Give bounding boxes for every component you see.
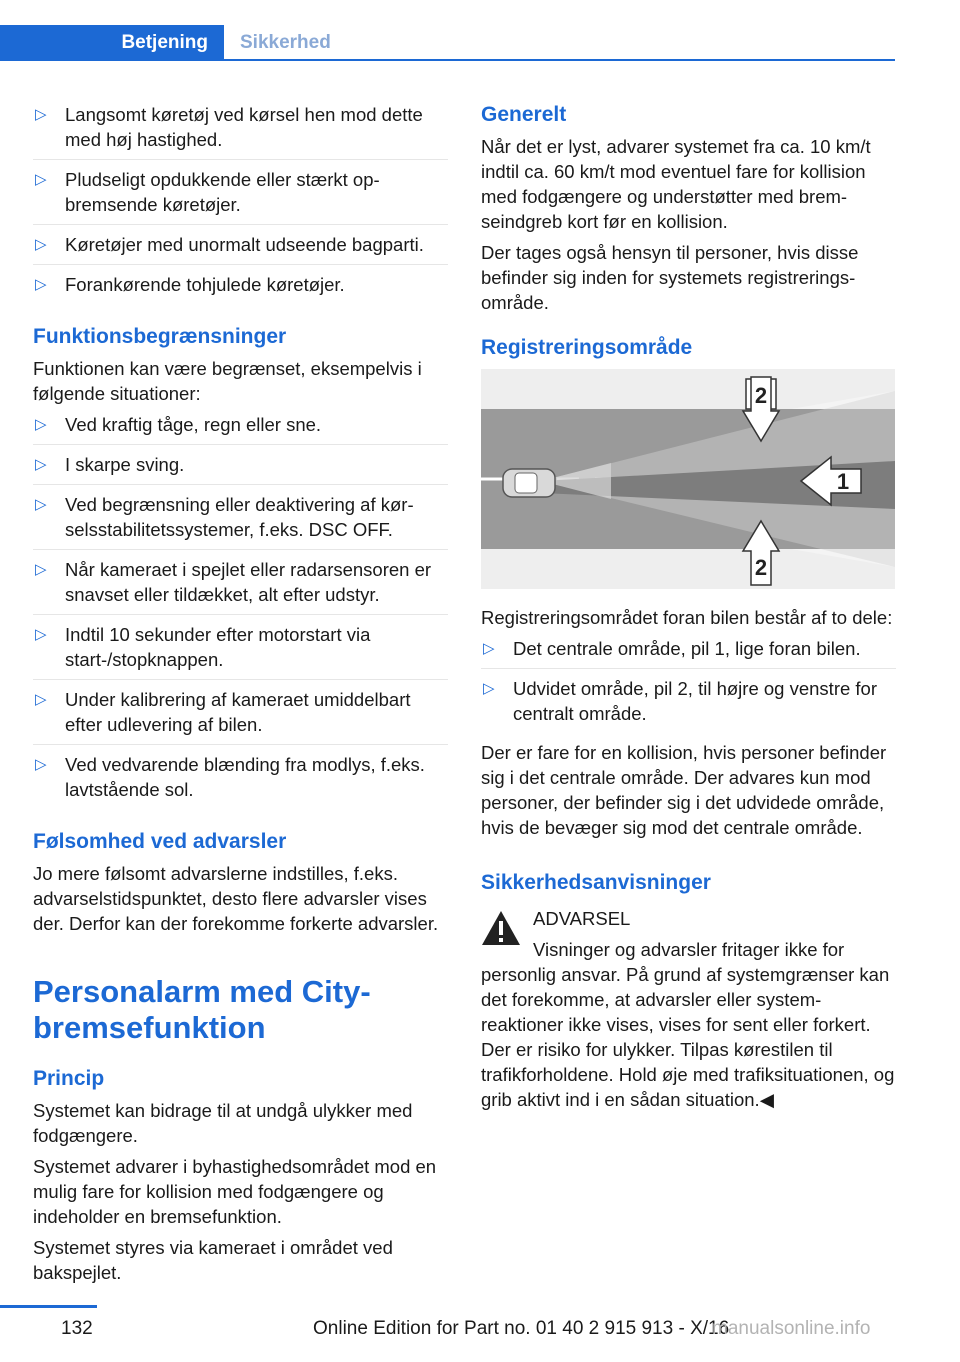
triangle-bullet-icon: ▷ [35, 276, 47, 293]
tab-sikkerhed[interactable]: Sikkerhed [240, 32, 331, 53]
list-item: ▷ Ved begrænsning eller deaktivering af kørselsstabilitetssystemer, f.eks. DSC OFF. [33, 492, 448, 550]
principle-heading: Princip [33, 1067, 105, 1090]
svg-text:2: 2 [754, 555, 768, 580]
principle-paragraph: Systemet kan bidrage til at undgå ulykker med fodgængere. [33, 1100, 413, 1146]
svg-text:2: 2 [754, 383, 768, 408]
warning-text: Visninger og advarsler fritager ikke for personlig ansvar. På grund af systemgrænser kan det forekomme, at advarsler eller systemreaktioner ikke vises, vises for sent eller forkert. Der er risiko for ulykker. Tilpas kørestilen til trafikforholdene. Hold øje med trafiksituationen, og grib aktivt ind i en sådan situation.◀ [481, 939, 895, 1110]
list-item: ▷ Forankørende tohjulede køretøjer. [35, 274, 345, 295]
warning-triangle-icon [481, 910, 521, 946]
list-item: ▷ Ved kraftig tåge, regn eller sne. [33, 412, 448, 445]
list-item: ▷ Køretøjer med unormalt udseende bagparti. [33, 232, 448, 265]
watermark: manualsonline.info [712, 1318, 871, 1339]
area-intro: Registreringsområdet foran bilen består af to dele: [481, 607, 893, 628]
triangle-bullet-icon: ▷ [35, 106, 47, 123]
triangle-bullet-icon: ▷ [35, 416, 47, 433]
tab-betjening[interactable]: Betjening [0, 25, 224, 61]
detection-area-diagram [481, 369, 895, 589]
triangle-bullet-icon: ▷ [483, 680, 495, 697]
edition-text: Online Edition for Part no. 01 40 2 915 913 - X/16 [313, 1318, 730, 1339]
limits-heading: Funktionsbegrænsninger [33, 325, 287, 348]
list-item: ▷ Indtil 10 sekunder efter motorstart via start-/stopknappen. [33, 622, 448, 680]
triangle-bullet-icon: ▷ [35, 561, 47, 578]
area-list [481, 636, 896, 733]
car-icon [503, 469, 555, 497]
svg-text:1: 1 [836, 469, 850, 494]
list-item: ▷ Pludseligt opdukkende eller stærkt opbremsende køretøjer. [33, 167, 448, 225]
sensitivity-text: Jo mere følsomt advarslerne indstilles, f.eks. advarselstidspunktet, desto flere advarsler vises der. Derfor kan der forekomme forkerte advarsler. [33, 863, 439, 934]
situation-list [33, 102, 448, 304]
principle-paragraph: Systemet advarer i byhastighedsområdet mod en mulig fare for kollision med fodgængere og indeholder en bremsefunktion. [33, 1156, 437, 1227]
list-item: ▷ Udvidet område, pil 2, til højre og venstre for centralt område. [483, 678, 877, 724]
triangle-bullet-icon: ▷ [35, 756, 47, 773]
header-bar [0, 25, 895, 61]
footer-rule [0, 1305, 97, 1308]
sensitivity-heading: Følsomhed ved advarsler [33, 830, 287, 853]
section-title: Personalarm med City-bremsefunktion [33, 974, 371, 1045]
limits-intro: Funktionen kan være begrænset, eksempelvis i følgende situationer: [33, 358, 422, 404]
list-item: ▷ Langsomt køretøj ved kørsel hen mod dette med høj hastighed. [33, 102, 448, 160]
triangle-bullet-icon: ▷ [35, 691, 47, 708]
left-column [33, 102, 448, 1291]
warning-title: ADVARSEL [533, 908, 631, 929]
principle-paragraph: Systemet styres via kameraet i området ved bakspejlet. [33, 1237, 393, 1283]
list-item: ▷ Under kalibrering af kameraet umiddelbart efter udlevering af bilen. [33, 687, 448, 745]
page-number: 132 [61, 1318, 93, 1339]
warning-box [481, 906, 896, 1112]
limits-list [33, 412, 448, 809]
list-item: ▷ Det centrale område, pil 1, lige foran bilen. [481, 636, 896, 669]
triangle-bullet-icon: ▷ [35, 456, 47, 473]
list-item: ▷ Når kameraet i spejlet eller radarsensoren er snavset eller tildækket, alt efter udstyr. [33, 557, 448, 615]
area-heading: Registreringsområde [481, 336, 693, 359]
safety-heading: Sikkerhedsanvisninger [481, 871, 711, 894]
right-column [481, 102, 896, 1112]
triangle-bullet-icon: ▷ [35, 626, 47, 643]
area-paragraph: Der er fare for en kollision, hvis personer befinder sig i det centrale område. Der advares kun mod personer, der befinder sig i det udvidede område, hvis de bevæger sig mod det centrale område. [481, 742, 887, 838]
triangle-bullet-icon: ▷ [35, 496, 47, 513]
header-rule [0, 59, 895, 61]
triangle-bullet-icon: ▷ [35, 171, 47, 188]
list-item: ▷ I skarpe sving. [33, 452, 448, 485]
triangle-bullet-icon: ▷ [35, 236, 47, 253]
general-heading: Generelt [481, 103, 567, 126]
general-paragraph: Når det er lyst, advarer systemet fra ca. 10 km/t indtil ca. 60 km/t mod eventuel fare for kollision med fodgængere og understøtter med bremseindgreb kort før en kollision. [481, 136, 871, 232]
list-item: ▷ Ved vedvarende blænding fra modlys, f.eks. lavtstående sol. [35, 754, 425, 800]
triangle-bullet-icon: ▷ [483, 640, 495, 657]
general-paragraph: Der tages også hensyn til personer, hvis disse befinder sig inden for systemets registreringsområde. [481, 242, 859, 313]
